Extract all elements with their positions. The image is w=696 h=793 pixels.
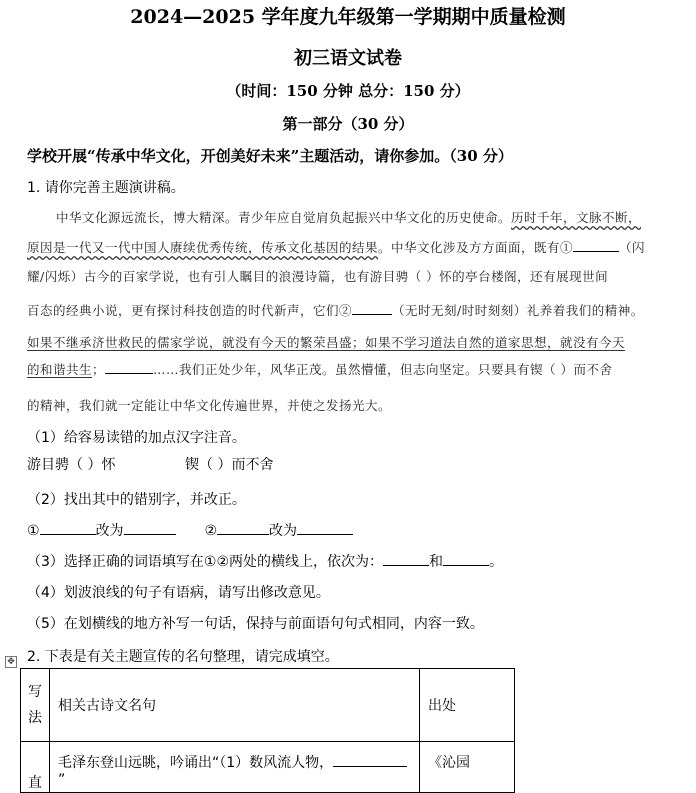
wavy-sentence-part-2: 原因是一代又一代中国人赓续优秀传统，传承文化基因的结果: [27, 240, 379, 255]
wavy-sentence-part-1: 历时千年，文脉不断，: [511, 210, 642, 225]
correction-row: [27, 520, 353, 540]
passage-text: ；: [92, 362, 106, 377]
passage-text: ……我们正处少年，风华正茂。虽然懵懂，但志向坚定。只要具有锲（ ）而不舍: [153, 362, 613, 377]
wrong-char-1-blank[interactable]: [40, 522, 96, 535]
pinyin-item-a: 游目骋（ ）怀: [27, 457, 116, 473]
correction-1-text: 改为: [95, 523, 124, 539]
header-cell-method: 写法: [21, 669, 50, 742]
correction-2-label: ②: [204, 523, 218, 539]
passage-text: 中华文化源远流长，博大精深。青少年应自觉肩负起振兴中华文化的历史使命。: [56, 210, 512, 225]
sub-question-5: （5）在划横线的地方补写一句话，保持与前面语句句式相同，内容一致。: [27, 616, 484, 632]
correction-1-label: ①: [27, 523, 40, 539]
passage-text: （闪: [619, 240, 646, 255]
row-cell-method: 直: [21, 742, 50, 793]
passage-line-6: [27, 360, 613, 378]
table-row: [21, 742, 515, 793]
part-heading: 第一部分（30 分）: [282, 115, 414, 133]
right-char-1-blank[interactable]: [124, 522, 176, 535]
word-blank-1[interactable]: [383, 553, 429, 566]
blank-2[interactable]: [352, 302, 392, 315]
exam-info: （时间：150 分钟 总分：150 分）: [226, 82, 470, 100]
row-cell-quote: [50, 742, 420, 793]
sub-question-3-text: （3）选择正确的词语填写在①②两处的横线上，依次为：: [27, 554, 384, 570]
header-cell-source: 出处: [420, 669, 515, 742]
passage-line-3: 耀/闪烁）古今的百家学说，也有引人瞩目的浪漫诗篇，也有游目骋（ ）怀的亭台楼阁，还有展现世间: [27, 269, 609, 284]
sub-question-1: （1）给容易读错的加点汉字注音。: [27, 430, 246, 446]
passage-line-2: [27, 238, 645, 256]
underlined-phrase: 的和谐共生: [27, 362, 93, 377]
question-2-prompt: 2. 下表是有关主题宣传的名句整理，请完成填空。: [27, 649, 339, 665]
passage-text: 百态的经典小说，更有探讨科技创造的时代新声，它们②: [27, 303, 353, 318]
passage-text: （无时无刻/时时刻刻）礼养着我们的精神。: [392, 303, 644, 318]
table-header-row: [21, 669, 515, 742]
wrong-char-2-blank[interactable]: [217, 522, 269, 535]
pinyin-item-b: 锲（ ）而不舍: [185, 457, 274, 473]
passage-line-4: [27, 301, 644, 319]
question-1-prompt: 1. 请你完善主题演讲稿。: [27, 180, 185, 196]
sub-question-3-end: 。: [489, 554, 504, 570]
blank-1[interactable]: [573, 239, 619, 252]
exam-subtitle: 初三语文试卷: [294, 48, 402, 69]
quote-text: 毛泽东登山远眺，吟诵出“（1）数风流人物，: [58, 755, 334, 771]
sub-question-3-and: 和: [429, 554, 444, 570]
passage-line-5: 如果不继承济世救民的儒家学说，就没有今天的繁荣昌盛；如果不学习道法自然的道家思想，就没有今天: [27, 335, 626, 350]
quote-close: ”: [58, 772, 66, 788]
section-intro: 学校开展“传承中华文化，开创美好未来”主题活动，请你参加。（30 分）: [27, 147, 513, 165]
sub-question-2: （2）找出其中的错别字，并改正。: [27, 492, 246, 508]
row-cell-source: 《沁园: [420, 742, 515, 793]
sub-question-4: （4）划波浪线的句子有语病，请写出修改意见。: [27, 585, 330, 601]
passage-line-1: [56, 208, 641, 226]
right-char-2-blank[interactable]: [297, 522, 353, 535]
move-anchor-icon[interactable]: ✥: [5, 656, 17, 668]
quotes-table: [20, 668, 515, 793]
quote-blank-1[interactable]: [333, 754, 407, 767]
word-blank-2[interactable]: [443, 553, 489, 566]
blank-supplement[interactable]: [105, 361, 153, 374]
passage-line-7: 的精神，我们就一定能让中华文化传遍世界，并使之发扬光大。: [27, 398, 392, 413]
header-cell-quotes: 相关古诗文名句: [50, 669, 420, 742]
sub-question-3: [27, 551, 503, 571]
correction-2-text: 改为: [269, 523, 298, 539]
exam-title: 2024—2025 学年度九年级第一学期期中质量检测: [130, 6, 566, 28]
passage-text: 。中华文化涉及方方面面，既有①: [378, 240, 574, 255]
